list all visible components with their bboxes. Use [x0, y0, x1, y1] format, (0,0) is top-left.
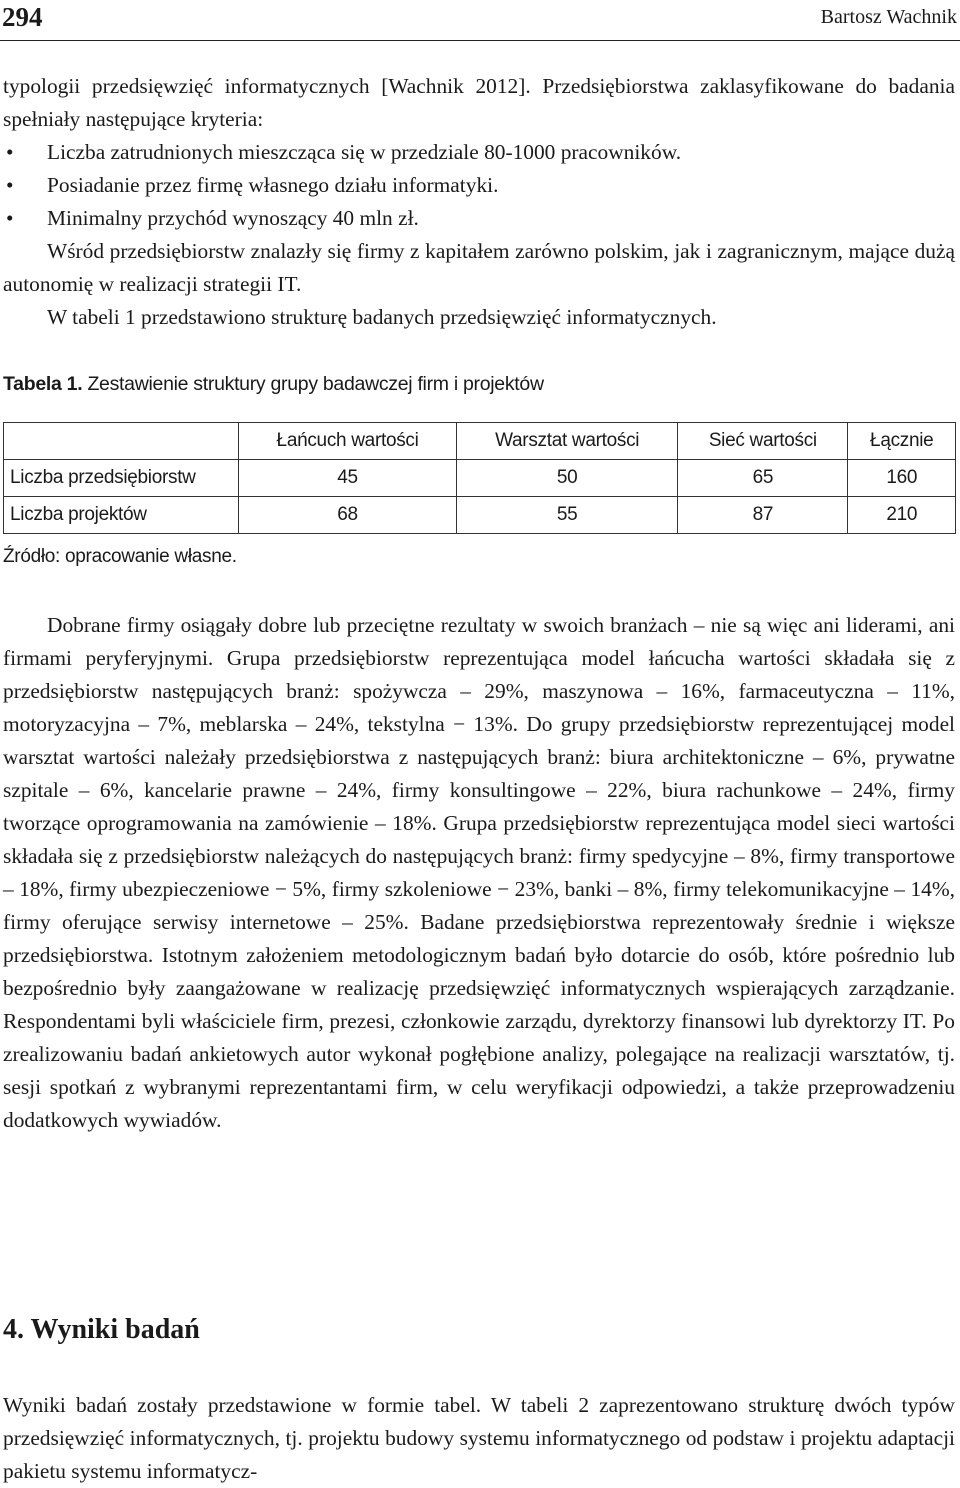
criteria-list	[3, 136, 955, 235]
running-header	[0, 0, 960, 41]
running-author: Bartosz Wachnik	[820, 6, 957, 28]
column-header: Łańcuch wartości	[239, 423, 457, 460]
table-cell: 87	[678, 497, 848, 534]
table-source: Źródło: opracowanie własne.	[3, 546, 237, 567]
row-header: Liczba przedsiębiorstw	[4, 460, 239, 497]
table-caption-label: Tabela 1.	[3, 373, 83, 395]
paragraph: Wśród przedsiębiorstw znalazły się firmy z kapitałem zarówno polskim, jak i zagranicznym, mające dużą autonomię w realizacji strategii IT.	[3, 239, 955, 296]
table-caption	[3, 373, 544, 396]
table-cell: 160	[848, 460, 956, 497]
table-corner-cell	[4, 423, 239, 460]
table-cell: 65	[678, 460, 848, 497]
page-number: 294	[2, 2, 43, 32]
table-cell: 68	[239, 497, 457, 534]
table-cell: 55	[457, 497, 678, 534]
bullet-icon: •	[6, 173, 14, 197]
section-paragraph: Wyniki badań zostały przedstawione w formie tabel. W tabeli 2 zaprezentowano strukturę dwóch typów przedsięwzięć informatycznych, tj. projektu budowy systemu informatycznego od podstaw i projektu adaptacji pakietu systemu informatycz-	[3, 1393, 955, 1483]
list-item: • Minimalny przychód wynoszący 40 mln zł.	[3, 202, 955, 235]
table-cell: 50	[457, 460, 678, 497]
table-row	[4, 460, 956, 497]
table-header-row	[4, 423, 956, 460]
row-header: Liczba projektów	[4, 497, 239, 534]
paragraph: W tabeli 1 przedstawiono strukturę badanych przedsięwzięć informatycznych.	[47, 305, 717, 329]
table-cell: 210	[848, 497, 956, 534]
table-row	[4, 497, 956, 534]
structure-table	[3, 422, 956, 534]
table-cell: 45	[239, 460, 457, 497]
column-header: Warsztat wartości	[457, 423, 678, 460]
bullet-icon: •	[6, 206, 14, 230]
list-item: • Liczba zatrudnionych mieszcząca się w przedziale 80-1000 pracowników.	[3, 136, 955, 169]
bullet-icon: •	[6, 140, 14, 164]
section-heading: 4. Wyniki badań	[3, 1314, 200, 1345]
table-caption-text: Zestawienie struktury grupy badawczej firm i projektów	[87, 373, 544, 395]
intro-paragraph: typologii przedsięwzięć informatycznych [Wachnik 2012]. Przedsiębiorstwa zaklasyfikowane do badania spełniały następujące kryteria:	[3, 74, 955, 131]
body-paragraph: Dobrane firmy osiągały dobre lub przeciętne rezultaty w swoich branżach – nie są więc ani liderami, ani firmami peryferyjnymi. Grupa przedsiębiorstw reprezentująca model łańcucha wartości składała się z przedsiębiorstw następujących branż: spożywcza – 29%, maszynowa – 16%, farmaceutyczna – 11%, motoryzacyjna – 7%, meblarska – 24%, tekstylna − 13%. Do grupy przedsiębiorstw reprezentującej model warsztat wartości należały przedsiębiorstwa z następujących branż: biura architektoniczne – 6%, prywatne szpitale – 6%, kancelarie prawne – 24%, firmy konsultingowe – 22%, biura rachunkowe – 24%, firmy tworzące oprogramowania na zamówienie – 18%. Grupa przedsiębiorstw reprezentująca model sieci wartości składała się z przedsiębiorstw należących do następujących branż: firmy spedycyjne – 8%, firmy transportowe – 18%, firmy ubezpieczeniowe − 5%, firmy szkoleniowe − 23%, banki – 8%, firmy telekomunikacyjne – 14%, firmy oferujące serwisy internetowe – 25%. Badane przedsiębiorstwa reprezentowały średnie i większe przedsiębiorstwa. Istotnym założeniem metodologicznym badań było dotarcie do osób, które pośrednio lub bezpośrednio były zaangażowane w realizację przedsięwzięć informatycznych wspierających zarządzanie. Respondentami byli właściciele firm, prezesi, członkowie zarządu, dyrektorzy finansowi lub dyrektorzy IT. Po zrealizowaniu badań ankietowych autor wykonał pogłębione analizy, polegające na realizacji warsztatów, tj. sesji spotkań z wybranymi reprezentantami firm, w celu weryfikacji odpowiedzi, a także przeprowadzeniu dodatkowych wywiadów.	[3, 613, 955, 1132]
column-header: Łącznie	[848, 423, 956, 460]
list-item: • Posiadanie przez firmę własnego działu informatyki.	[3, 169, 955, 202]
column-header: Sieć wartości	[678, 423, 848, 460]
